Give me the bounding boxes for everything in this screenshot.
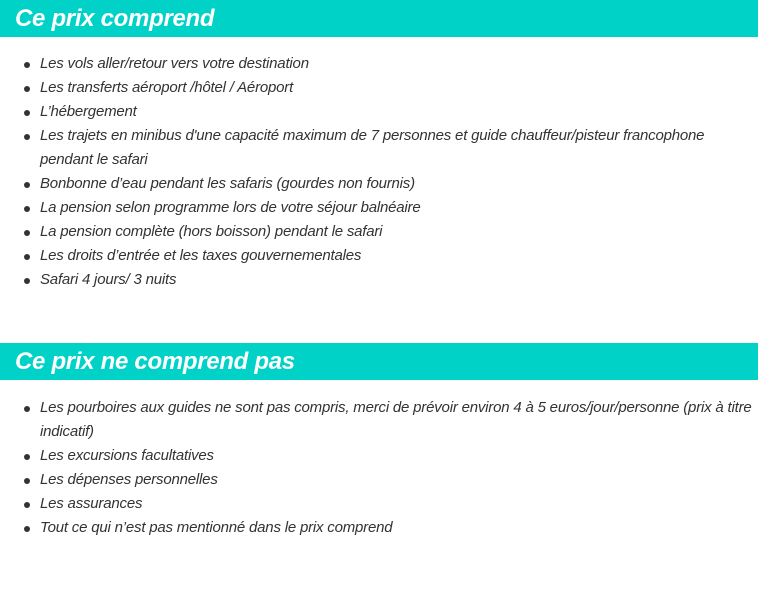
list-item-text: La pension selon programme lors de votre séjour balnéaire [40,199,421,216]
list-item [0,444,758,468]
list-item [0,268,758,292]
list-item [0,220,758,244]
list-item-text: Bonbonne d’eau pendant les safaris (gourdes non fournis) [40,175,415,192]
not-included-section-title: Ce prix ne comprend pas [0,343,758,380]
list-item-text: La pension complète (hors boisson) pendant le safari [40,223,383,240]
list-item [0,52,758,76]
list-item-text: Les droits d’entrée et les taxes gouvernementales [40,247,362,264]
list-item-text: Tout ce qui n’est pas mentionné dans le prix comprend [40,519,393,536]
list-item-text: L’hébergement [40,103,137,120]
bullet-icon [24,110,30,116]
list-item-text: Les transferts aéroport /hôtel / Aéroport [40,79,294,96]
bullet-icon [24,502,30,508]
list-item [0,396,758,444]
list-item [0,468,758,492]
list-item-text: Les excursions facultatives [40,447,214,464]
bullet-icon [24,406,30,412]
bullet-icon [24,182,30,188]
list-item [0,516,758,540]
list-item [0,76,758,100]
list-item [0,172,758,196]
list-item-text: Les assurances [40,495,143,512]
list-item [0,196,758,220]
list-item-text: Les vols aller/retour vers votre destination [40,55,309,72]
bullet-icon [24,230,30,236]
included-list [0,52,758,292]
list-item-text: Les pourboires aux guides ne sont pas compris, merci de prévoir environ 4 à 5 euros/jour/personne (prix à titre indicatif) [40,399,752,440]
list-item [0,100,758,124]
bullet-icon [24,86,30,92]
bullet-icon [24,62,30,68]
list-item [0,244,758,268]
bullet-icon [24,478,30,484]
list-item-text: Les trajets en minibus d'une capacité maximum de 7 personnes et guide chauffeur/pisteur francophone pendant le safari [40,127,705,168]
list-item [0,124,758,172]
bullet-icon [24,454,30,460]
included-section-title: Ce prix comprend [0,0,758,37]
list-item-text: Les dépenses personnelles [40,471,218,488]
bullet-icon [24,134,30,140]
list-item [0,492,758,516]
bullet-icon [24,278,30,284]
list-item-text: Safari 4 jours/ 3 nuits [40,271,177,288]
bullet-icon [24,206,30,212]
bullet-icon [24,254,30,260]
bullet-icon [24,526,30,532]
not-included-list [0,396,758,540]
